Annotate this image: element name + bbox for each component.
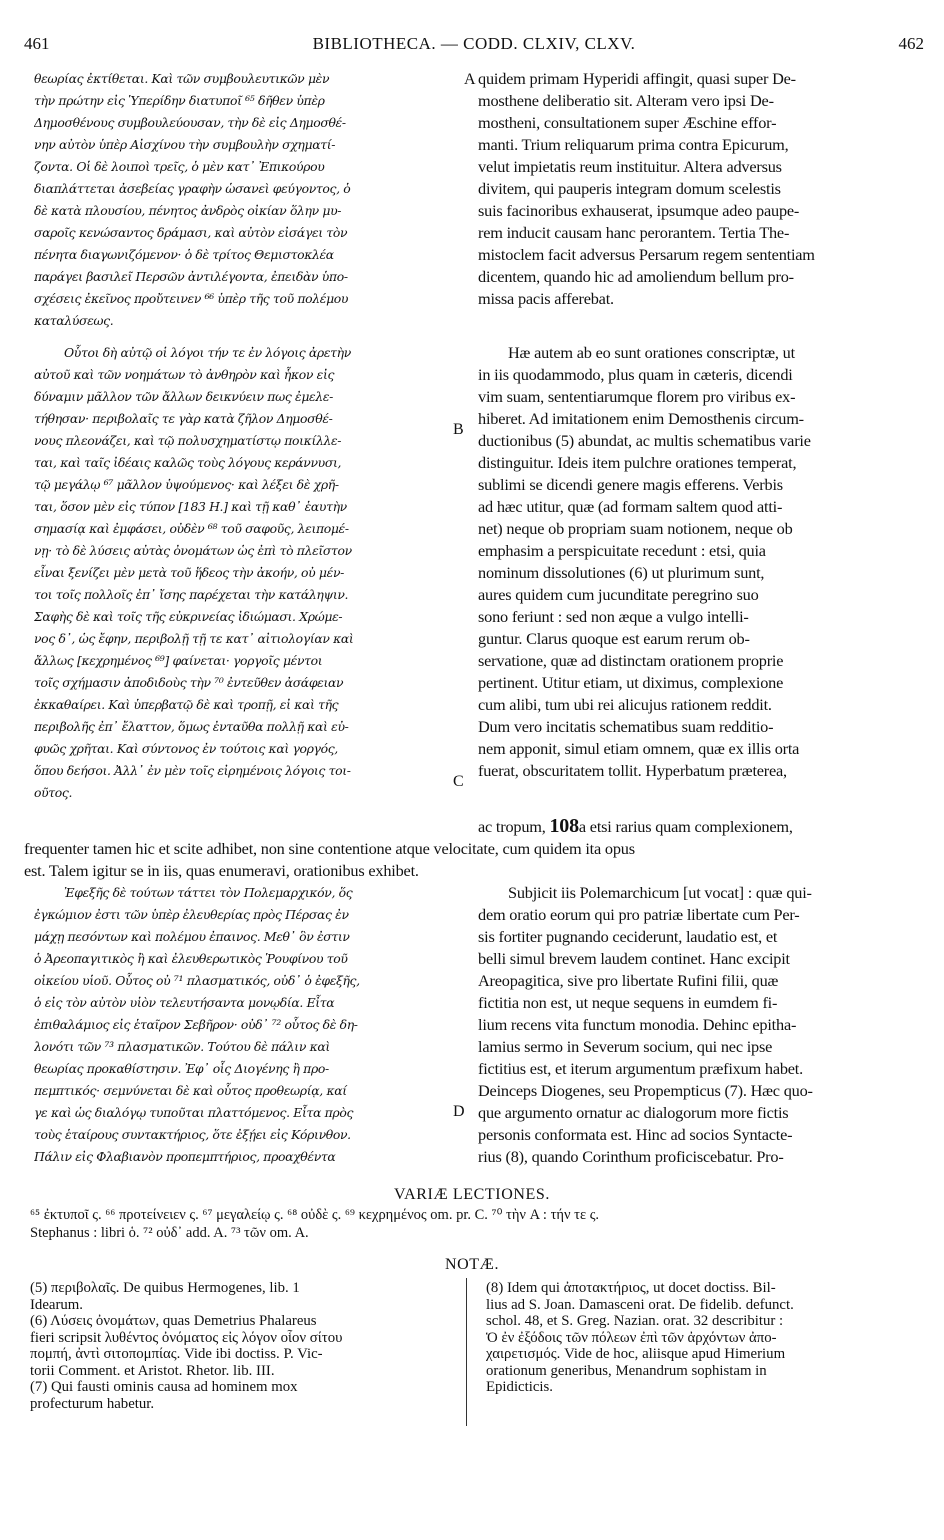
greek-line: οἰκείου υἱοῦ. Οὗτος οὐ ⁷¹ πλασματικός, οὐδ᾿ ὁ ἐφεξῆς, [34, 973, 360, 988]
greek-line: ται, ὅσον μὲν εἰς τύπον [183 Η.] καὶ τῇ καθ᾿ ἑαυτὴν [34, 499, 347, 514]
greek-line: πεμπτικός· σεμνύνεται δὲ καὶ οὗτος προθεωρίᾳ, καί [34, 1083, 347, 1098]
note-line-right: (8) Idem qui ἀποτακτήριος, ut docet doctiss. Bil- [486, 1280, 776, 1296]
greek-line: νῃ· τὸ δὲ λύσεις αὐτὰς ὀνομάτων ὡς ἐπὶ τὸ πλεῖστον [34, 543, 352, 558]
note-line-right: schol. 48, et S. Greg. Nazian. orat. 32 describitur : [486, 1313, 784, 1329]
latin-line: servatione, quæ ad distinctam orationem proprie [478, 651, 784, 670]
note-line-left: torii Comment. et Aristot. Rhetor. lib. III. [30, 1362, 275, 1379]
greek-line: τῷ μεγάλῳ ⁶⁷ μᾶλλον ὑψούμενος· καὶ λέξει δὲ χρῆ- [34, 477, 339, 492]
latin-line: dicentem, quando hic ad amoliendum bellum pro- [478, 267, 794, 286]
latin-line: manti. Trium reliquarum prima contra Epicurum, [478, 135, 789, 154]
greek-line: ἐκκαθαίρει. Καὶ ὑπερβατῷ δὲ καὶ τροπῇ, εἰ καὶ τῆς [34, 697, 339, 712]
latin-line: sono feriunt : sed non æque a vulgo intelli- [478, 607, 749, 626]
variae-lectiones-heading: VARIÆ LECTIONES. [394, 1186, 550, 1203]
greek-line: πένητα διαγωνιζόμενον· ὁ δὲ τρίτος Θεμιστοκλέα [34, 247, 334, 262]
margin-marker-b: B [453, 421, 464, 438]
latin-line: in iis quodammodo, plus quam in cæteris, dicendi [478, 365, 793, 384]
latin-line: lamius sermo in Severum socium, qui nec ipse [478, 1037, 773, 1056]
greek-line: Πάλιν εἰς Φλαβιανὸν προπεμπτήριος, προαχθέντα [34, 1149, 336, 1164]
greek-line: μάχῃ πεσόντων καὶ πολέμου ἐπαινος. Μεθ᾿ ὃν ἐστιν [34, 929, 350, 944]
latin-line: Dum vero incitatis schematibus suam redditio- [478, 717, 774, 736]
greek-line: θεωρίας προκαθίστησιν. Ἐφ᾿ οἷς Διογένης ἢ προ- [34, 1061, 329, 1076]
latin-line: mistoclem facit adversus Persarum regem sententiam [478, 245, 815, 264]
full-width-line: frequenter tamen hic et scite adhibet, non sine contentione atque velocitate, cum quidem ita opus [24, 839, 635, 858]
greek-line: τήθησαν· περιβολαῖς τε γὰρ κατὰ ζῆλον Δημοσθέ- [34, 411, 333, 426]
latin-108-before: ac tropum, [478, 817, 546, 836]
latin-line: velut impietatis reum instituitur. Altera adversus [478, 157, 782, 176]
greek-line: σαροῖς κενώσαντος δράμασι, καὶ αὐτὸν εἰσάγει τὸν [34, 225, 348, 240]
full-width-line: est. Talem igitur se in iis, quas enumeravi, orationibus exhibet. [24, 861, 419, 880]
latin-line: nem apponit, simul etiam omnem, quæ ex illis orta [478, 739, 800, 758]
note-line-left: (5) περιβολαῖς. De quibus Hermogenes, lib. 1 [30, 1280, 300, 1296]
greek-line: ὅπου δεήσοι. Ἀλλ᾿ ἐν μὲν τοῖς εἰρημένοις λόγοις τοι- [34, 763, 351, 778]
latin-line: aures quidem cum jucunditate peregrino suo [478, 585, 759, 604]
note-line-left: (6) Λύσεις ὀνομάτων, quas Demetrius Phalareus [30, 1313, 317, 1329]
greek-line: τοῖς σχήμασιν ἀποδιδοὺς τὴν ⁷⁰ ἐντεῦθεν ἀσάφειαν [34, 675, 344, 690]
latin-line: mosthene deliberatio sit. Alteram vero ipsi De- [478, 91, 774, 110]
page-number-left: 461 [24, 34, 50, 53]
note-line-right: Epidicticis. [486, 1379, 553, 1395]
latin-line: fictitia non est, ut neque sequens in eumdem fi- [478, 993, 778, 1012]
latin-line: Hæ autem ab eo sunt orationes conscriptæ, ut [508, 343, 795, 362]
latin-line: rem inducit causam hanc perorantem. Tertia The- [478, 223, 790, 242]
greek-line: ται, καὶ ταῖς ἰδέαις καλῶς τοὺς λόγους κεράννυσι, [34, 455, 342, 470]
latin-line: missa pacis afferebat. [478, 289, 614, 308]
latin-line: que argumento ornatur ac dialogorum more fictis [478, 1103, 789, 1122]
latin-line: mostheni, consultationem super Æschine effor- [478, 113, 777, 132]
note-line-right: lius ad S. Joan. Damasceni orat. De fidelib. defunct. [486, 1296, 794, 1313]
greek-line: νην αὐτὸν ὑπὲρ Αἰσχίνου τὴν συμβουλὴν σχηματί- [34, 137, 336, 152]
greek-line: νους πλεονάζει, καὶ τῷ πολυσχηματίστῳ ποικίλλε- [34, 433, 342, 448]
notes-column-divider [466, 1278, 467, 1426]
greek-line: τοὺς ἑταίρους συντακτήριος, ὅτε ἐξῄει εἰς Κόρινθον. [34, 1127, 351, 1142]
latin-line: emphasim a perspicuitate recedunt : etsi, quia [478, 541, 766, 560]
greek-line: περιβολῆς ἐπ᾿ ἔλαττον, ὅμως ἐνταῦθα πολλῇ καὶ εὐ- [34, 719, 349, 734]
page-number-right: 462 [898, 34, 924, 53]
latin-line: sis fortiter pugnando ceciderunt, laudatio est, et [478, 927, 778, 946]
latin-line: quidem primam Hyperidi affingit, quasi super De- [478, 69, 796, 88]
latin-line: rius (8), quando Corinthum proficiscebatur. Pro- [478, 1147, 784, 1166]
greek-line: δὲ κατὰ πλουσίου, πένητος ἀνδρὸς οἰκίαν ὅλην μυ- [34, 203, 342, 218]
greek-line: Σαφὴς δὲ καὶ τοῖς τῆς εὐκρινείας ἰδιώμασι. Χρώμε- [34, 609, 343, 624]
latin-line: net) neque ob propriam suam notionem, neque ob [478, 519, 793, 538]
greek-line: σημασίᾳ καὶ ἐμφάσει, οὐδὲν ⁶⁸ τοῦ σαφοῦς, λειπομέ- [34, 521, 349, 536]
latin-line: sublimi se dicendi genere magis efferens. Verbis [478, 475, 783, 494]
greek-line: ζοντα. Οἱ δὲ λοιποὶ τρεῖς, ὁ μὲν κατ᾿ Ἐπικούρου [34, 159, 325, 174]
latin-108-after: a etsi rarius quam complexionem, [578, 817, 793, 836]
page-header [24, 34, 924, 56]
latin-line: hiberet. Ad imitationem enim Demosthenis circum- [478, 409, 804, 428]
greek-line: τοι τοῖς πολλοῖς ἐπ᾿ ἴσης παρέχεται τὴν κατάληψιν. [34, 587, 349, 602]
variae-line: ⁶⁵ ἐκτυποῖ ς. ⁶⁶ προτείνειεν ς. ⁶⁷ μεγαλείῳ ς. ⁶⁸ οὐδὲ ς. ⁶⁹ κεχρημένος om. pr. C. ⁷⁰ τὴν A : τήν τε ς. [30, 1207, 600, 1223]
margin-marker-a: A [464, 71, 476, 88]
greek-line: θεωρίας ἐκτίθεται. Καὶ τῶν συμβουλευτικῶν μὲν [34, 71, 330, 86]
latin-line: ductionibus (5) abundat, ac multis schematibus varie [478, 431, 811, 450]
latin-line: distinguitur. Ideis item pulchre orationes temperat, [478, 453, 797, 472]
latin-line: dem oratio eorum qui pro patriæ libertate cum Per- [478, 905, 800, 924]
latin-line: nominum dissolutiones (6) ut plurimum sunt, [478, 563, 765, 582]
latin-line: personis conformata est. Hinc ad socios Syntacte- [478, 1125, 793, 1144]
latin-line: belli simul brevem laudem continet. Hanc excipit [478, 949, 790, 968]
running-title: BIBLIOTHECA. — CODD. CLXIV, CLXV. [312, 34, 636, 53]
greek-line: καταλύσεως. [34, 313, 114, 328]
note-line-right: χαιρετισμός. Vide de hoc, aliisque apud Himerium [486, 1346, 786, 1362]
latin-line: Subjicit iis Polemarchicum [ut vocat] : quæ qui- [508, 883, 812, 902]
greek-line: ἐγκώμιον ἐστι τῶν ὑπὲρ ἐλευθερίας πρὸς Πέρσας ἐν [34, 907, 349, 922]
margin-marker-d: D [453, 1103, 465, 1120]
greek-line: αὐτοῦ καὶ τῶν νοημάτων τὸ ἀνθηρὸν καὶ ἧκον εἰς [34, 367, 335, 382]
greek-line: εἶναι ξενίζει μὲν μετὰ τοῦ ἥδεος τὴν ἀκοήν, οὐ μέν- [34, 565, 344, 580]
greek-line: Δημοσθένους συμβουλεύουσαν, τὴν δὲ εἰς Δημοσθέ- [34, 115, 346, 130]
latin-line: fictitius est, et iterum argumentum præfixum habet. [478, 1059, 804, 1078]
note-line-left: profecturum habetur. [30, 1395, 155, 1412]
greek-line: δύναμιν μᾶλλον τῶν ἄλλων δεικνύειν πως ἐμελε- [34, 389, 333, 404]
note-line-right: Ὁ ἐν ἐξόδοις τῶν πόλεων ἐπὶ τῶν ἀρχόντων ἀπο- [486, 1329, 777, 1346]
latin-line: Areopagitica, sive pro libertate Rufini filii, quæ [478, 971, 779, 990]
latin-line-108 [478, 815, 930, 837]
greek-line: λονότι τῶν ⁷³ πλασματικῶν. Τούτου δὲ πάλιν καὶ [34, 1039, 330, 1054]
note-line-left: fieri scripsit λυθέντος ὀνόματος εἰς λόγον οἷον σίτου [30, 1329, 343, 1346]
variae-line: Stephanus : libri ὁ. ⁷² οὐδ᾿ add. A. ⁷³ τῶν om. A. [30, 1225, 309, 1241]
greek-line: ὁ Ἀρεοπαγιτικὸς ἢ καὶ ἐλευθερωτικὸς Ῥουφίνου τοῦ [34, 951, 348, 966]
latin-line: divitem, qui pauperis integram domum scelestis [478, 179, 781, 198]
greek-line: διαπλάττεται ἀσεβείας γραφὴν ὡσανεὶ φεύγοντος, ὁ [34, 181, 351, 196]
greek-line: σχέσεις ἐκεῖνος προὔτεινεν ⁶⁶ ὑπὲρ τῆς τοῦ πολέμου [34, 291, 349, 306]
latin-line: Deinceps Diogenes, seu Propempticus (7). Hæc quo- [478, 1081, 813, 1100]
greek-line: ἄλλως [κεχρημένος ⁶⁹] φαίνεται· γοργοῖς μέντοι [34, 653, 323, 668]
latin-line: guntur. Clarus quoque est earum rerum ob- [478, 629, 750, 648]
greek-line: Ἐφεξῆς δὲ τούτων τάττει τὸν Πολεμαρχικόν, ὅς [64, 885, 353, 900]
note-line-right: orationum generibus, Menandrum sophistam in [486, 1362, 767, 1379]
notae-heading: NOTÆ. [444, 1256, 500, 1273]
greek-line: φυῶς χρῆται. Καὶ σύντονος ἐν τούτοις καὶ γοργός, [34, 741, 338, 756]
greek-line: οῦτος. [34, 785, 73, 800]
note-line-left: Idearum. [30, 1296, 83, 1313]
greek-line: τὴν πρώτην εἰς Ὑπερίδην διατυποῖ ⁶⁵ δῆθεν ὑπὲρ [34, 93, 325, 108]
greek-line: Οὗτοι δὴ αὐτῷ οἱ λόγοι τήν τε ἐν λόγοις ἀρετὴν [64, 345, 351, 360]
latin-line: ad hæc utitur, quæ (ad formam saltem quod atti- [478, 497, 783, 516]
latin-line: cum alibi, tum ubi rei alicujus rationem reddit. [478, 695, 772, 714]
greek-line: παράγει βασιλεῖ Περσῶν ἀντιλέγοντα, ἐπειδὰν ὑπο- [34, 269, 348, 284]
greek-line: νος δ᾿, ὡς ἔφην, περιβολῇ τῇ τε κατ᾿ αἰτιολογίαν καὶ [34, 631, 354, 646]
greek-line: ὁ εἰς τὸν αὐτὸν υἱὸν τελευτήσαντα μονῳδία. Εἶτα [34, 995, 335, 1010]
latin-line: lium recens vita functum monodia. Dehinc epitha- [478, 1015, 797, 1034]
note-line-left: (7) Qui fausti ominis causa ad hominem mox [30, 1379, 298, 1395]
latin-line: suis facinoribus exhauserat, ipsumque adeo paupe- [478, 201, 800, 220]
latin-line: pertinent. Utitur etiam, ut diximus, complexione [478, 673, 784, 692]
latin-line: vim suam, sententiarumque florem pro viribus ex- [478, 387, 796, 406]
margin-marker-c: C [453, 773, 464, 790]
greek-line: ἐπιθαλάμιος εἰς ἑταῖρον Σεβῆρον· οὐδ᾿ ⁷² οὗτος δὲ δη- [34, 1017, 358, 1032]
latin-line: fuerat, obscuritatem tollit. Hyperbatum præterea, [478, 761, 787, 780]
greek-line: γε καὶ ὡς διαλόγῳ τυποῦται πλαττόμενος. Εἶτα πρὸς [34, 1105, 354, 1120]
column-number-108: 108 [549, 815, 579, 837]
note-line-left: πομπή, ἀντὶ σιτοπομπίας. Vide ibi doctiss. P. Vic- [30, 1346, 323, 1362]
